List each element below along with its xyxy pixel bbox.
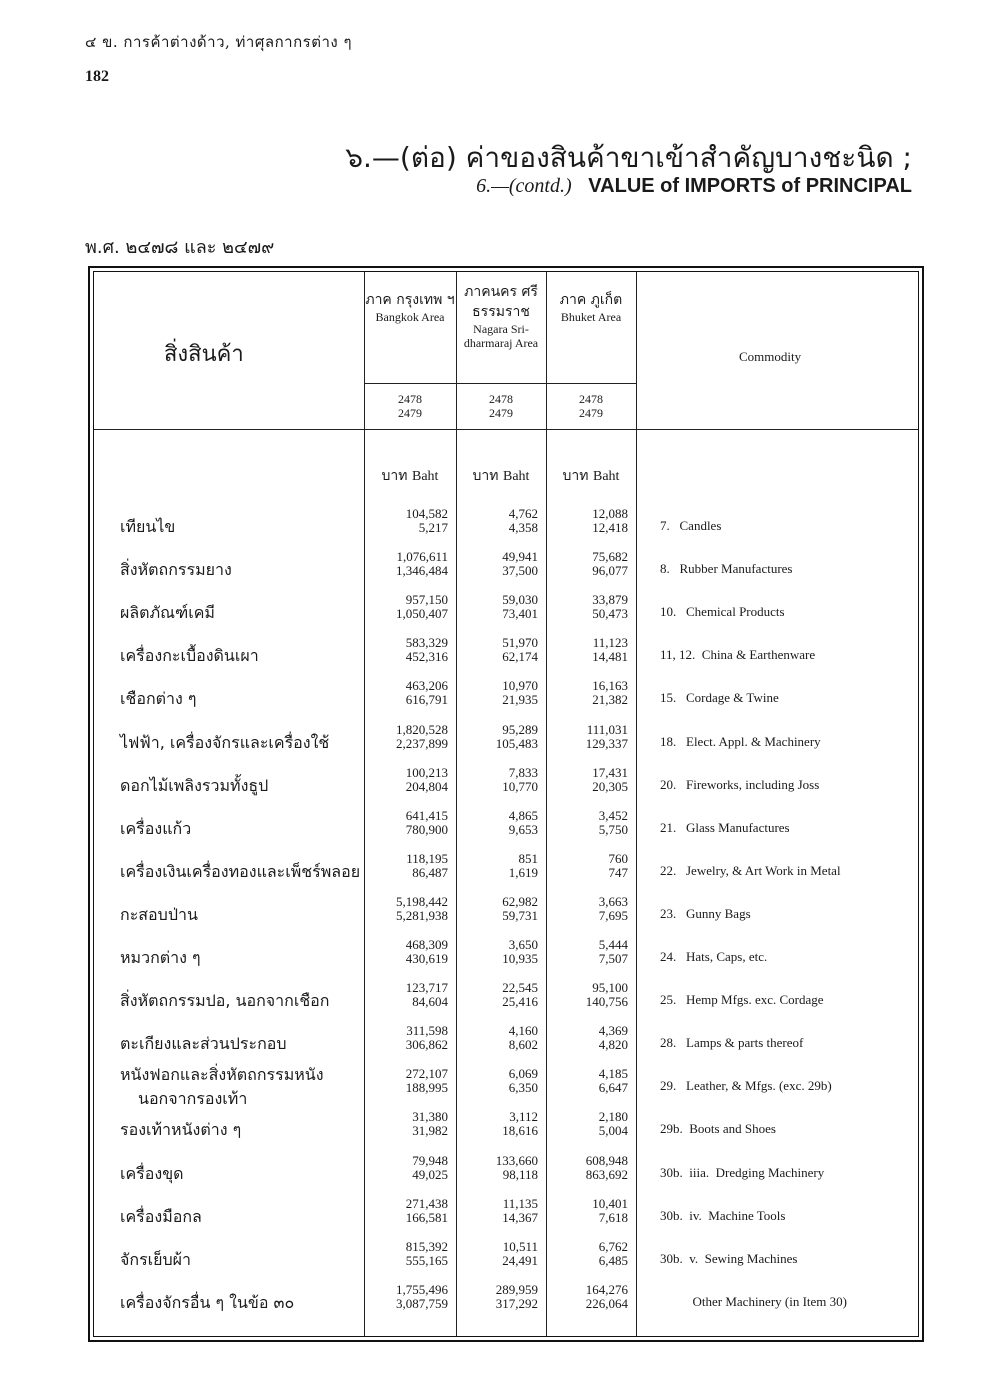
value-bhu-2479: 5,750 [598, 821, 628, 837]
commodity-thai: เชือกต่าง ๆ [120, 689, 197, 709]
value-bkk-2478: 468,309 [405, 937, 448, 952]
value-nag-2478: 51,970 [502, 635, 538, 651]
commodity-thai: เครื่องแก้ว [120, 818, 192, 838]
title-english-text: VALUE of IMPORTS of PRINCIPAL [588, 175, 912, 197]
commodity-english: 25. Hemp Mfgs. exc. Cordage [660, 992, 824, 1008]
value-nag [458, 895, 538, 923]
value-bhu [548, 1110, 628, 1138]
value-bkk-2478: 31,380 [412, 1109, 448, 1125]
commodity-english: 28. Lamps & parts thereof [660, 1035, 804, 1051]
header-rule [364, 383, 636, 384]
value-bkk [368, 1154, 448, 1182]
commodity-english: Other Machinery (in Item 30) [660, 1293, 848, 1309]
unit-th: บาท [562, 468, 589, 484]
unit-th: บาท [381, 468, 408, 484]
header-nagara-en: Nagara Sri-dharmaraj Area [463, 322, 539, 350]
value-bkk-2479: 452,316 [405, 649, 448, 665]
value-bhu-2478: 75,682 [592, 549, 628, 565]
table-row [94, 979, 918, 1022]
value-nag-2479: 73,401 [502, 606, 538, 622]
value-bkk-2478: 271,438 [405, 1195, 448, 1211]
value-bhu-2479: 140,756 [585, 994, 628, 1010]
value-bkk-2479: 5,281,938 [396, 907, 448, 923]
commodity-thai: สิ่งหัตถกรรมยาง [120, 560, 232, 580]
table-row [94, 764, 918, 807]
value-bkk-2479: 616,791 [405, 692, 448, 708]
value-bkk-2478: 123,717 [405, 980, 448, 996]
header-bangkok-th: ภาค กรุงเทพ ฯ [365, 292, 455, 308]
value-nag-2479: 6,350 [508, 1080, 538, 1096]
value-bhu [548, 895, 628, 923]
value-bkk [368, 636, 448, 664]
value-nag [458, 593, 538, 621]
year-2478: 2478 [579, 392, 603, 406]
commodity-english: 23. Gunny Bags [660, 905, 751, 921]
value-bhu-2479: 7,695 [598, 907, 628, 923]
value-bhu-2478: 11,123 [592, 635, 628, 651]
table-row [94, 1195, 918, 1238]
unit-en: Baht [592, 469, 620, 484]
header-bhuket [546, 290, 636, 324]
value-nag-2478: 851 [518, 850, 538, 866]
value-bkk-2479: 49,025 [412, 1166, 448, 1182]
value-bhu-2479: 20,305 [592, 778, 628, 794]
commodity-thai: ตะเกียงและส่วนประกอบ [120, 1034, 287, 1054]
title-english-number: 6.—(contd.) [476, 175, 572, 197]
value-bhu [548, 1240, 628, 1268]
value-nag-2478: 49,941 [502, 549, 538, 565]
commodity-thai: เครื่องเงินเครื่องทองและเพ็ชร์พลอย [120, 861, 361, 881]
value-bkk [368, 1283, 448, 1311]
value-bhu [548, 723, 628, 751]
commodity-english: 24. Hats, Caps, etc. [660, 949, 768, 964]
value-bhu-2478: 5,444 [598, 937, 628, 952]
value-nag [458, 809, 538, 837]
value-nag-2479: 62,174 [502, 649, 538, 665]
title-english [476, 175, 912, 198]
value-bhu-2479: 6,647 [598, 1080, 628, 1096]
value-nag-2478: 4,865 [508, 807, 538, 823]
value-bkk [368, 852, 448, 880]
value-bkk-2479: 31,982 [412, 1123, 448, 1139]
value-bhu [548, 1197, 628, 1225]
value-nag-2478: 62,982 [502, 893, 538, 909]
value-bkk-2478: 104,582 [405, 506, 448, 521]
value-bkk-2478: 815,392 [405, 1238, 448, 1254]
value-bkk-2478: 79,948 [412, 1152, 448, 1168]
value-nag [458, 1110, 538, 1138]
value-nag-2479: 18,616 [502, 1123, 538, 1139]
value-bkk-2478: 463,206 [405, 678, 448, 694]
value-bhu-2478: 164,276 [585, 1281, 628, 1297]
value-bkk [368, 507, 448, 535]
table-row [94, 634, 918, 677]
value-bkk-2478: 641,415 [405, 807, 448, 823]
unit-nagara [456, 465, 546, 487]
value-bkk-2479: 555,165 [405, 1252, 448, 1268]
value-nag-2479: 105,483 [495, 735, 538, 751]
value-bhu-2478: 2,180 [598, 1109, 628, 1125]
value-bkk-2479: 2,237,899 [396, 735, 448, 751]
value-nag-2479: 24,491 [502, 1252, 538, 1268]
value-nag-2478: 10,511 [502, 1238, 538, 1254]
value-bkk [368, 723, 448, 751]
value-nag-2479: 59,731 [502, 907, 538, 923]
value-bkk [368, 1110, 448, 1138]
year-2478: 2478 [398, 392, 422, 406]
value-bhu-2478: 3,452 [598, 807, 628, 823]
value-bkk-2479: 3,087,759 [396, 1295, 448, 1311]
value-bkk [368, 809, 448, 837]
value-nag [458, 723, 538, 751]
value-bhu [548, 766, 628, 794]
value-bhu [548, 679, 628, 707]
unit-bhuket [546, 465, 636, 487]
table-row [94, 505, 918, 548]
value-bhu-2479: 50,473 [592, 606, 628, 622]
value-nag [458, 1024, 538, 1052]
value-nag-2479: 37,500 [502, 563, 538, 579]
value-bhu [548, 550, 628, 578]
value-nag-2478: 95,289 [502, 721, 538, 737]
value-bhu-2479: 747 [608, 864, 628, 880]
value-bhu-2478: 17,431 [592, 764, 628, 780]
value-nag [458, 1154, 538, 1182]
value-bhu-2479: 129,337 [585, 735, 628, 751]
value-nag-2478: 3,112 [509, 1109, 538, 1125]
commodity-english: 21. Glass Manufactures [660, 819, 790, 835]
table-row [94, 1238, 918, 1281]
value-bkk-2479: 84,604 [412, 994, 448, 1010]
commodity-english: 7. Candles [660, 518, 722, 533]
commodity-english: 30b. v. Sewing Machines [660, 1250, 798, 1266]
year-2478: 2478 [489, 392, 513, 406]
value-bkk-2478: 272,107 [405, 1066, 448, 1082]
table-row [94, 677, 918, 720]
commodity-english: 20. Fireworks, including Joss [660, 776, 820, 792]
value-nag-2479: 98,118 [502, 1166, 538, 1182]
commodity-thai: ดอกไม้เพลิงรวมทั้งธูป [120, 775, 269, 795]
value-nag [458, 938, 538, 966]
imports-table-inner [93, 271, 919, 1337]
commodity-thai: ผลิตภัณฑ์เคมี [120, 603, 215, 623]
value-bkk-2478: 100,213 [405, 764, 448, 780]
value-bhu-2479: 226,064 [585, 1295, 628, 1311]
value-nag [458, 1197, 538, 1225]
value-bkk-2479: 188,995 [405, 1080, 448, 1096]
value-bkk [368, 1067, 448, 1095]
value-nag-2478: 133,660 [495, 1152, 538, 1168]
header-years-nagara [456, 392, 546, 420]
table-row [94, 548, 918, 591]
value-bhu [548, 1283, 628, 1311]
value-nag [458, 1283, 538, 1311]
unit-en: Baht [411, 469, 439, 484]
commodity-thai: หมวกต่าง ๆ [120, 948, 201, 967]
running-head: ๔ ข. การค้าต่างด้าว, ท่าศุลกากรต่าง ๆ [85, 33, 353, 51]
value-bhu-2479: 863,692 [585, 1166, 628, 1182]
value-bhu-2479: 96,077 [592, 563, 628, 579]
page-number: 182 [85, 68, 109, 85]
value-bkk-2478: 1,820,528 [396, 721, 448, 737]
value-nag-2478: 10,970 [502, 678, 538, 694]
value-bhu-2479: 6,485 [598, 1252, 628, 1268]
value-nag-2479: 9,653 [508, 821, 538, 837]
value-nag [458, 766, 538, 794]
value-bkk-2478: 957,150 [405, 592, 448, 608]
value-bhu-2478: 10,401 [592, 1195, 628, 1211]
value-bhu-2478: 95,100 [592, 980, 628, 996]
value-nag-2478: 22,545 [502, 980, 538, 996]
value-nag-2479: 8,602 [508, 1037, 538, 1053]
value-bhu-2478: 3,663 [598, 893, 628, 909]
header-bangkok [364, 290, 456, 324]
value-bkk [368, 550, 448, 578]
commodity-thai: สิ่งหัตถกรรมปอ, นอกจากเชือก [120, 991, 330, 1011]
value-bhu-2479: 21,382 [592, 692, 628, 708]
value-nag [458, 981, 538, 1009]
value-bkk-2478: 583,329 [405, 635, 448, 651]
header-years-bangkok [364, 392, 456, 420]
value-bhu [548, 1024, 628, 1052]
value-bhu [548, 507, 628, 535]
value-bkk [368, 1024, 448, 1052]
value-nag [458, 852, 538, 880]
value-nag [458, 507, 538, 535]
value-bhu [548, 1067, 628, 1095]
table-row [94, 936, 918, 979]
table-row [94, 721, 918, 764]
value-bhu [548, 1154, 628, 1182]
commodity-thai: จักรเย็บผ้า [120, 1249, 192, 1269]
value-nag-2479: 10,770 [502, 778, 538, 794]
value-nag-2478: 4,762 [508, 506, 538, 521]
value-nag-2479: 4,358 [508, 520, 538, 535]
value-bkk-2479: 1,346,484 [396, 563, 448, 579]
table-row [94, 1065, 918, 1108]
year-2479: 2479 [398, 406, 422, 420]
unit-en: Baht [502, 469, 530, 484]
value-bhu-2478: 608,948 [585, 1152, 628, 1168]
commodity-thai: กะสอบป่าน [120, 904, 198, 924]
value-bhu-2479: 4,820 [598, 1037, 628, 1053]
commodity-thai: เครื่องขุด [120, 1163, 184, 1183]
value-bhu-2478: 12,088 [592, 506, 628, 521]
value-bhu-2478: 4,185 [598, 1066, 628, 1082]
commodity-english: 29. Leather, & Mfgs. (exc. 29b) [660, 1078, 832, 1094]
commodity-thai: เทียนไข [120, 517, 176, 536]
value-bhu [548, 593, 628, 621]
value-nag-2478: 289,959 [495, 1281, 538, 1297]
value-bhu [548, 636, 628, 664]
commodity-english: 15. Cordage & Twine [660, 690, 779, 706]
commodity-english: 30b. iiia. Dredging Machinery [660, 1164, 825, 1180]
table-row [94, 591, 918, 634]
value-nag-2478: 7,833 [508, 764, 538, 780]
value-nag-2479: 1,619 [508, 864, 538, 880]
value-bhu [548, 809, 628, 837]
table-row [94, 1281, 918, 1324]
value-bhu-2479: 7,618 [598, 1209, 628, 1225]
unit-th: บาท [472, 468, 499, 484]
commodity-english: 18. Elect. Appl. & Machinery [660, 733, 821, 749]
value-nag [458, 679, 538, 707]
value-nag-2478: 6,069 [508, 1066, 538, 1082]
value-bhu-2478: 16,163 [592, 678, 628, 694]
commodity-english: 10. Chemical Products [660, 604, 785, 620]
commodity-english: 30b. iv. Machine Tools [660, 1207, 786, 1223]
header-commodity: Commodity [739, 349, 802, 364]
imports-table [88, 266, 924, 1342]
value-nag [458, 1240, 538, 1268]
value-bkk-2479: 5,217 [418, 520, 448, 535]
year-2479: 2479 [579, 406, 603, 420]
header-bottom-rule [94, 429, 918, 430]
value-bkk-2479: 1,050,407 [396, 606, 448, 622]
value-bkk-2479: 780,900 [405, 821, 448, 837]
value-nag [458, 1067, 538, 1095]
value-bkk-2479: 306,862 [405, 1037, 448, 1053]
value-bhu [548, 852, 628, 880]
header-years-bhuket [546, 392, 636, 420]
value-nag-2479: 317,292 [495, 1295, 538, 1311]
value-bhu-2478: 4,369 [598, 1023, 628, 1039]
value-nag-2478: 11,135 [502, 1195, 538, 1211]
table-row [94, 1152, 918, 1195]
table-row [94, 1022, 918, 1065]
value-bhu-2479: 12,418 [592, 520, 628, 535]
commodity-thai: เครื่องกะเบื้องดินเผา [120, 646, 259, 666]
value-bkk-2479: 204,804 [405, 778, 448, 794]
header-thai-commodity: สิ่งสินค้า [164, 342, 244, 367]
commodity-english: 22. Jewelry, & Art Work in Metal [660, 862, 841, 878]
unit-bangkok [365, 465, 455, 487]
value-bkk [368, 1240, 448, 1268]
value-bkk [368, 593, 448, 621]
value-bkk [368, 1197, 448, 1225]
value-bhu-2478: 33,879 [592, 592, 628, 608]
table-row [94, 893, 918, 936]
value-bhu [548, 938, 628, 966]
value-bhu-2479: 5,004 [598, 1123, 628, 1139]
value-nag [458, 636, 538, 664]
years-thai: พ.ศ. ๒๔๗๘ และ ๒๔๗๙ [85, 237, 275, 258]
value-bkk [368, 679, 448, 707]
header-bhuket-en: Bhuket Area [560, 310, 622, 324]
value-bhu-2478: 6,762 [598, 1238, 628, 1254]
value-bkk-2478: 118,195 [406, 850, 448, 866]
table-row [94, 850, 918, 893]
commodity-english: 29b. Boots and Shoes [660, 1121, 776, 1137]
commodity-english: 11, 12. China & Earthenware [660, 647, 816, 663]
value-bhu-2479: 14,481 [592, 649, 628, 665]
header-bhuket-th: ภาค ภูเก็ต [559, 292, 623, 308]
value-bkk [368, 766, 448, 794]
commodity-thai: เครื่องจักรอื่น ๆ ในข้อ ๓๐ [120, 1292, 295, 1312]
commodity-english: 8. Rubber Manufactures [660, 561, 793, 577]
header-bangkok-en: Bangkok Area [375, 310, 445, 324]
value-nag [458, 550, 538, 578]
commodity-thai: รองเท้าหนังต่าง ๆ [120, 1120, 242, 1140]
value-nag-2478: 4,160 [508, 1023, 538, 1039]
year-2479: 2479 [489, 406, 513, 420]
header-nagara [456, 282, 546, 350]
value-nag-2479: 25,416 [502, 994, 538, 1010]
title-thai: ๖.—(ต่อ) ค่าของสินค้าขาเข้าสำคัญบางชะนิด ; [345, 141, 912, 174]
value-nag-2479: 14,367 [502, 1209, 538, 1225]
value-nag-2478: 3,650 [508, 937, 538, 952]
value-bkk-2479: 86,487 [412, 864, 448, 880]
commodity-thai: ไฟฟ้า, เครื่องจักรและเครื่องใช้ [120, 732, 330, 752]
value-bkk [368, 895, 448, 923]
commodity-thai: เครื่องมือกล [120, 1206, 202, 1226]
value-bkk [368, 981, 448, 1009]
header-nagara-th: ภาคนคร ศรีธรรมราช [464, 284, 538, 320]
value-bhu [548, 981, 628, 1009]
commodity-thai: หนังฟอกและสิ่งหัตถกรรมหนัง นอกจากรองเท้า [120, 1065, 324, 1109]
value-bkk-2478: 311,598 [406, 1023, 448, 1039]
value-bhu-2478: 760 [608, 850, 628, 866]
value-bkk [368, 938, 448, 966]
value-bhu-2479: 7,507 [598, 951, 628, 966]
value-bkk-2478: 1,076,611 [396, 549, 448, 565]
value-nag-2479: 10,935 [502, 951, 538, 966]
value-bkk-2478: 1,755,496 [396, 1281, 448, 1297]
value-nag-2478: 59,030 [502, 592, 538, 608]
value-bkk-2479: 430,619 [405, 951, 448, 966]
value-nag-2479: 21,935 [502, 692, 538, 708]
table-row [94, 807, 918, 850]
value-bkk-2479: 166,581 [405, 1209, 448, 1225]
value-bkk-2478: 5,198,442 [396, 893, 448, 909]
value-bhu-2478: 111,031 [586, 721, 628, 737]
table-row [94, 1108, 918, 1151]
commodity-thai-line2: นอกจากรองเท้า [138, 1089, 248, 1109]
